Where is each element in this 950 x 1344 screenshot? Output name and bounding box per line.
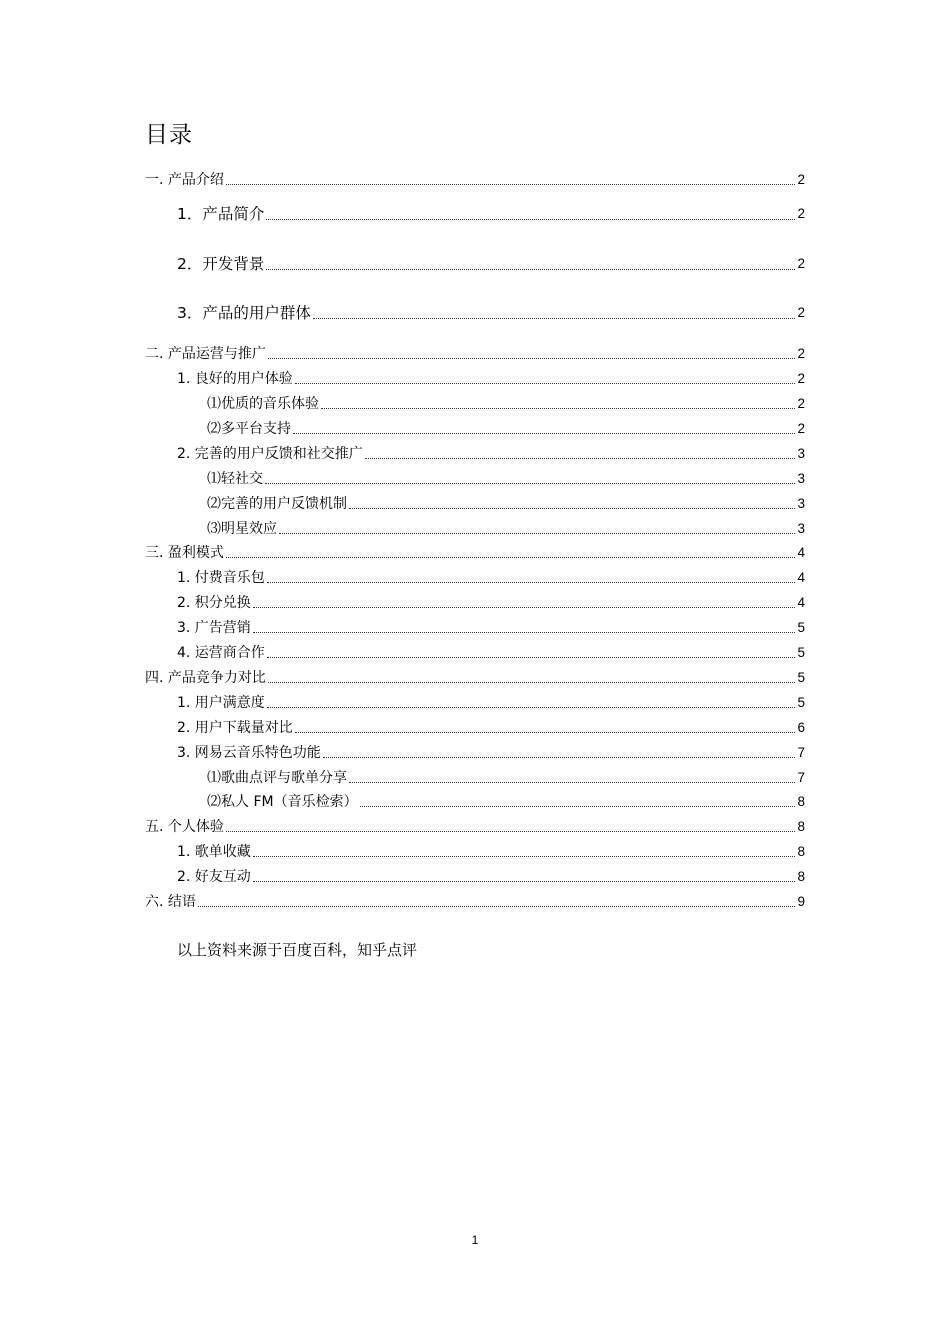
toc-entry-label: 一. 产品介绍 — [145, 172, 224, 188]
toc-entry[interactable] — [207, 392, 805, 412]
toc-leader — [253, 856, 796, 857]
toc-leader — [226, 831, 796, 832]
toc-entry-page: 7 — [797, 745, 805, 760]
toc-entry-page: 3 — [797, 446, 805, 461]
toc-entry-label: 1. 歌单收藏 — [177, 844, 251, 860]
source-note: 以上资料来源于百度百科，知乎点评 — [177, 941, 418, 959]
toc-entry[interactable] — [177, 691, 805, 711]
toc-entry[interactable] — [177, 741, 805, 761]
toc-entry[interactable] — [207, 492, 805, 512]
toc-entry-label: ⑴轻社交 — [207, 471, 263, 487]
toc-entry[interactable] — [145, 890, 805, 910]
page-number: 1 — [471, 1233, 479, 1247]
toc-leader — [253, 881, 796, 882]
toc-entry[interactable] — [177, 300, 805, 322]
toc-entry-page: 2 — [797, 371, 805, 386]
toc-entry-page: 5 — [797, 670, 805, 685]
toc-leader — [293, 433, 795, 434]
toc-leader — [253, 607, 796, 608]
toc-entry-label: 3. 广告营销 — [177, 620, 251, 636]
toc-leader — [313, 318, 796, 319]
toc-entry-label: 1. 良好的用户体验 — [177, 371, 293, 387]
toc-entry-page: 2 — [797, 305, 805, 320]
toc-entry-label: ⑶明星效应 — [207, 521, 277, 537]
toc-entry-page: 3 — [797, 471, 805, 486]
toc-entry-label: ⑴优质的音乐体验 — [207, 396, 319, 412]
toc-entry-label: 六. 结语 — [145, 894, 196, 910]
toc-entry[interactable] — [207, 790, 805, 810]
toc-entry[interactable] — [207, 467, 805, 487]
toc-leader — [321, 408, 795, 409]
toc-entry-page: 4 — [797, 545, 805, 560]
toc-title: 目录 — [145, 122, 193, 148]
toc-entry-page: 4 — [797, 570, 805, 585]
toc-entry-page: 2 — [797, 421, 805, 436]
toc-entry-label: 四. 产品竞争力对比 — [145, 670, 266, 686]
toc-entry-label: 五. 个人体验 — [145, 819, 224, 835]
toc-entry-page: 6 — [797, 720, 805, 735]
toc-leader — [279, 533, 795, 534]
toc-leader — [295, 732, 796, 733]
toc-leader — [266, 219, 795, 220]
toc-entry-page: 8 — [797, 844, 805, 859]
toc-entry-page: 4 — [797, 595, 805, 610]
toc-entry[interactable] — [145, 666, 805, 686]
toc-leader — [266, 269, 795, 270]
toc-entry-label: 2. 完善的用户反馈和社交推广 — [177, 446, 363, 462]
toc-entry-page: 5 — [797, 695, 805, 710]
toc-entry[interactable] — [177, 641, 805, 661]
toc-leader — [198, 906, 796, 907]
toc-entry-label: 1. 用户满意度 — [177, 695, 265, 711]
toc-entry-page: 2 — [797, 346, 805, 361]
toc-entry-label: 二. 产品运营与推广 — [145, 346, 266, 362]
toc-entry-label: 2. 好友互动 — [177, 869, 251, 885]
toc-leader — [267, 582, 796, 583]
toc-entry[interactable] — [207, 766, 805, 786]
toc-entry-label: ⑵多平台支持 — [207, 421, 291, 437]
toc-entry[interactable] — [177, 367, 805, 387]
toc-entry-page: 2 — [797, 172, 805, 187]
toc-entry[interactable] — [177, 251, 805, 273]
toc-entry-label: ⑵私人 FM（音乐检索） — [207, 794, 358, 810]
toc-entry-label: 3. 网易云音乐特色功能 — [177, 745, 321, 761]
toc-entry-page: 8 — [797, 819, 805, 834]
toc-leader — [265, 483, 795, 484]
toc-entry-label: 三. 盈利模式 — [145, 545, 224, 561]
toc-entry-page: 3 — [797, 521, 805, 536]
toc-entry[interactable] — [177, 201, 805, 223]
toc-entry-page: 5 — [797, 620, 805, 635]
toc-entry[interactable] — [177, 840, 805, 860]
toc-leader — [226, 184, 796, 185]
toc-leader — [360, 806, 796, 807]
toc-entry-page: 2 — [797, 206, 805, 221]
toc-leader — [365, 458, 796, 459]
toc-entry-page: 7 — [797, 770, 805, 785]
toc-entry-label: 2. 积分兑换 — [177, 595, 251, 611]
toc-entry-page: 5 — [797, 645, 805, 660]
toc-entry[interactable] — [177, 716, 805, 736]
toc-entry-label: 1. 付费音乐包 — [177, 570, 265, 586]
toc-entry-label: ⑴歌曲点评与歌单分享 — [207, 770, 347, 786]
toc-entry-label: 4. 运营商合作 — [177, 645, 265, 661]
toc-entry-label: 2. 用户下载量对比 — [177, 720, 293, 736]
toc-entry[interactable] — [177, 591, 805, 611]
toc-entry[interactable] — [145, 541, 805, 561]
toc-entry-page: 3 — [797, 496, 805, 511]
toc-entry-label: 3．产品的用户群体 — [177, 304, 311, 322]
toc-entry-page: 8 — [797, 869, 805, 884]
toc-entry[interactable] — [177, 865, 805, 885]
toc-leader — [253, 632, 796, 633]
toc-leader — [295, 383, 796, 384]
toc-leader — [267, 657, 796, 658]
toc-leader — [349, 508, 795, 509]
toc-entry-page: 8 — [797, 794, 805, 809]
toc-entry-page: 9 — [797, 894, 805, 909]
toc-leader — [323, 757, 796, 758]
toc-leader — [268, 682, 796, 683]
toc-entry-page: 2 — [797, 256, 805, 271]
toc-entry[interactable] — [145, 815, 805, 835]
toc-entry[interactable] — [145, 342, 805, 362]
toc-leader — [267, 707, 796, 708]
toc-entry-page: 2 — [797, 396, 805, 411]
toc-entry[interactable] — [177, 442, 805, 462]
toc-entry[interactable] — [177, 566, 805, 586]
toc-leader — [226, 557, 796, 558]
toc-entry[interactable] — [207, 517, 805, 537]
toc-leader — [268, 358, 796, 359]
toc-entry[interactable] — [177, 616, 805, 636]
toc-entry[interactable] — [207, 417, 805, 437]
toc-entry[interactable] — [145, 168, 805, 188]
toc-entry-label: 1．产品简介 — [177, 205, 265, 223]
toc-leader — [349, 782, 795, 783]
toc-entry-label: ⑵完善的用户反馈机制 — [207, 496, 347, 512]
toc-entry-label: 2．开发背景 — [177, 255, 265, 273]
